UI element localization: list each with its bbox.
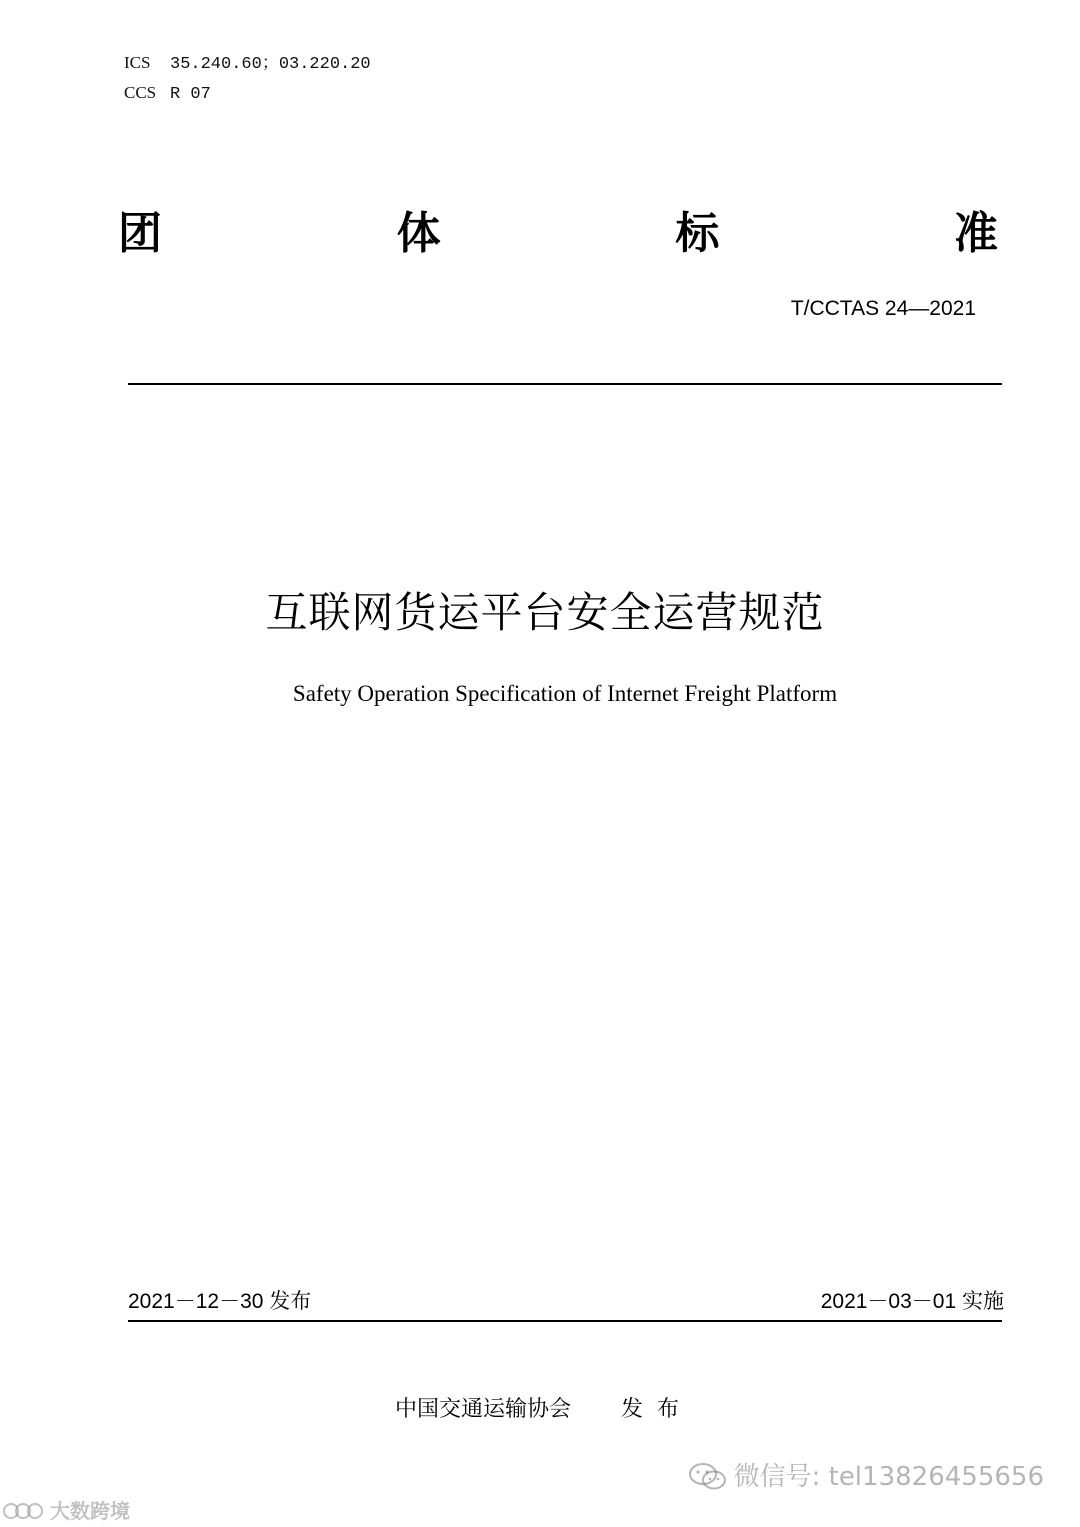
standard-type-char: 标 <box>675 208 720 259</box>
publisher-action: 发布 <box>621 1397 694 1422</box>
wechat-icon <box>688 1462 728 1492</box>
ics-value: 35.240.60；03.220.20 <box>170 55 371 74</box>
standard-type-char: 准 <box>953 208 998 259</box>
wechat-watermark <box>688 1460 1044 1494</box>
ics-code-row <box>124 53 371 75</box>
standard-number: T/CCTAS 24—2021 <box>790 297 976 320</box>
issue-date: 2021－12－30 发布 <box>128 1290 312 1313</box>
ccs-label: CCS <box>124 83 157 102</box>
ics-label: ICS <box>124 53 151 72</box>
publisher-line <box>395 1396 693 1424</box>
standard-type-char: 体 <box>396 208 441 259</box>
title-chinese: 互联网货运平台安全运营规范 <box>265 588 825 637</box>
title-english: Safety Operation Specification of Internet Freight Platform <box>292 681 838 706</box>
publisher-name: 中国交通运输协会 <box>395 1397 572 1422</box>
implementation-date: 2021－03－01 实施 <box>820 1290 1004 1313</box>
brand-logo-icon <box>2 1499 46 1523</box>
site-watermark <box>2 1497 130 1525</box>
bottom-divider <box>128 1320 1002 1322</box>
standard-type-heading <box>118 208 998 260</box>
ccs-code-row <box>124 83 211 105</box>
ccs-value: R 07 <box>170 85 211 104</box>
standard-type-char: 团 <box>118 208 162 259</box>
wechat-watermark-text: 微信号: tel13826455656 <box>733 1462 1044 1492</box>
site-watermark-text: 大数跨境 <box>50 1499 130 1523</box>
top-divider <box>128 383 1002 385</box>
